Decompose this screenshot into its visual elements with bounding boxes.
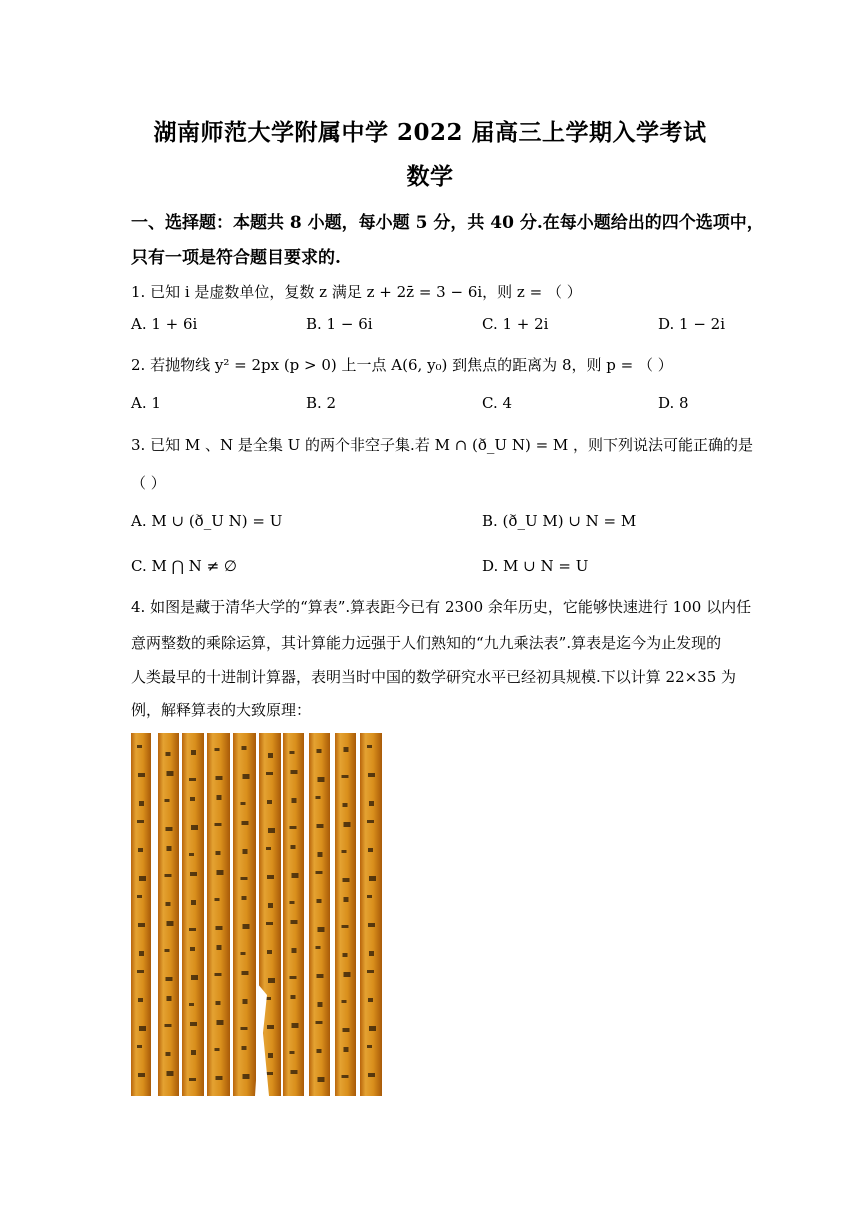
ink-mark [268, 978, 275, 983]
ink-mark [191, 1050, 196, 1055]
ink-mark [138, 1073, 145, 1077]
q3-option-a: A. M ∪ (ð_U N) = U [131, 512, 283, 530]
document-title: 湖南师范大学附属中学 2022 届高三上学期入学考试 [153, 119, 707, 146]
ink-mark [369, 1026, 376, 1031]
ink-mark [266, 847, 271, 850]
ink-mark [291, 920, 298, 924]
q1-option-a: A. 1 + 6i [131, 315, 198, 333]
ink-mark [368, 773, 375, 777]
ink-mark [316, 1021, 323, 1024]
ink-mark [167, 1071, 174, 1076]
bamboo-slip [207, 733, 230, 1096]
q3-option-b: B. (ð_U M) ∪ N = M [482, 512, 637, 530]
bamboo-slip [309, 733, 330, 1096]
bamboo-slips-image [131, 733, 382, 1096]
ink-mark [137, 895, 142, 898]
ink-mark [292, 948, 297, 953]
ink-mark [190, 872, 197, 876]
ink-mark [167, 846, 172, 851]
ink-mark [267, 1025, 274, 1029]
ink-mark [242, 971, 249, 975]
ink-mark [190, 1022, 197, 1026]
ink-mark [165, 799, 170, 802]
ink-mark [139, 951, 144, 956]
ink-mark [367, 970, 374, 973]
ink-mark [342, 1000, 347, 1003]
ink-mark [215, 823, 222, 826]
ink-mark [268, 1053, 273, 1058]
ink-mark [342, 1075, 349, 1078]
ink-mark [267, 800, 272, 804]
ink-mark [290, 976, 297, 979]
ink-mark [342, 925, 349, 928]
ink-mark [367, 820, 374, 823]
ink-mark [138, 998, 143, 1002]
ink-mark [368, 923, 375, 927]
ink-mark [190, 947, 195, 951]
ink-mark [344, 822, 351, 827]
ink-mark [138, 848, 143, 852]
q4-line-3: 人类最早的十进制计算器，表明当时中国的数学研究水平已经初具规模.下以计算 22×35 为 [131, 668, 737, 686]
ink-mark [267, 875, 274, 879]
ink-mark [165, 874, 172, 877]
ink-mark [191, 975, 198, 980]
ink-mark [318, 777, 325, 782]
q1-option-c: C. 1 + 2i [482, 315, 549, 333]
ink-mark [190, 797, 195, 801]
ink-mark [189, 1003, 194, 1006]
ink-mark [217, 945, 222, 950]
ink-mark [266, 997, 271, 1000]
ink-mark [266, 1072, 273, 1075]
ink-mark [166, 1052, 171, 1056]
ink-mark [268, 903, 273, 908]
bamboo-slip [360, 733, 382, 1096]
ink-mark [369, 801, 374, 806]
ink-mark [316, 796, 321, 799]
ink-mark [139, 1026, 146, 1031]
ink-mark [217, 870, 224, 875]
ink-mark [216, 1001, 221, 1005]
q2-option-c: C. 4 [482, 394, 513, 412]
ink-mark [290, 1051, 295, 1054]
ink-mark [317, 749, 322, 753]
ink-mark [243, 774, 250, 779]
section-heading-line2: 只有一项是符合题目要求的. [131, 248, 341, 268]
bamboo-slip [233, 733, 256, 1096]
ink-mark [243, 849, 248, 854]
q3-stem: 3. 已知 M 、N 是全集 U 的两个非空子集.若 M ∩ (ð_U N) = M ，则下列说法可能正确的是 [131, 436, 754, 454]
ink-mark [215, 973, 222, 976]
ink-mark [138, 923, 145, 927]
ink-mark [215, 1048, 220, 1051]
ink-mark [368, 1073, 375, 1077]
q2-stem: 2. 若抛物线 y² = 2px (p > 0) 上一点 A(6, y₀) 到焦点的距离为 8，则 p = （ ） [131, 356, 673, 374]
ink-mark [316, 871, 323, 874]
ink-mark [367, 745, 372, 748]
ink-mark [266, 922, 273, 925]
ink-mark [369, 876, 376, 881]
ink-mark [343, 803, 348, 807]
q1-option-b: B. 1 − 6i [306, 315, 373, 333]
ink-mark [137, 970, 144, 973]
ink-mark [292, 798, 297, 803]
ink-mark [189, 853, 194, 856]
subject-title: 数学 [406, 163, 454, 190]
ink-mark [318, 1002, 323, 1007]
section-heading-line1: 一、选择题：本题共 8 小题，每小题 5 分，共 40 分.在每小题给出的四个选项中， [131, 213, 764, 233]
q3-option-c: C. M ⋂ N ≠ ∅ [131, 557, 237, 575]
ink-mark [243, 1074, 250, 1079]
ink-mark [292, 873, 299, 878]
bamboo-slip [131, 733, 151, 1096]
ink-mark [291, 770, 298, 774]
ink-mark [316, 946, 321, 949]
ink-mark [241, 1027, 248, 1030]
ink-mark [369, 951, 374, 956]
ink-mark [291, 845, 296, 849]
q2-option-d: D. 8 [658, 394, 689, 412]
ink-mark [242, 1046, 247, 1050]
ink-mark [266, 772, 273, 775]
ink-mark [344, 897, 349, 902]
ink-mark [290, 826, 297, 829]
ink-mark [189, 778, 196, 781]
bamboo-slip [335, 733, 356, 1096]
ink-mark [165, 949, 170, 952]
ink-mark [317, 824, 324, 828]
q3-stem-continued: （ ） [131, 474, 166, 492]
ink-mark [317, 899, 322, 903]
ink-mark [241, 877, 248, 880]
ink-mark [215, 898, 220, 901]
ink-mark [165, 1024, 172, 1027]
ink-mark [242, 746, 247, 750]
ink-mark [216, 926, 223, 930]
ink-mark [243, 999, 248, 1004]
ink-mark [166, 902, 171, 906]
q4-line-2: 意两整数的乘除运算，其计算能力远强于人们熟知的“九九乘法表”.算表是迄今为止发现的 [131, 634, 722, 652]
ink-mark [139, 876, 146, 881]
ink-mark [243, 924, 250, 929]
ink-mark [216, 776, 223, 780]
q2-option-a: A. 1 [131, 394, 161, 412]
ink-mark [191, 750, 196, 755]
ink-mark [367, 1045, 372, 1048]
ink-mark [137, 1045, 142, 1048]
ink-mark [292, 1023, 299, 1028]
slip-group [131, 733, 382, 1096]
ink-mark [318, 927, 325, 932]
bamboo-slip [182, 733, 204, 1096]
ink-mark [268, 828, 275, 833]
ink-mark [342, 775, 349, 778]
ink-mark [242, 821, 249, 825]
ink-mark [191, 900, 196, 905]
ink-mark [166, 977, 173, 981]
ink-mark [138, 773, 145, 777]
ink-mark [290, 751, 295, 754]
q3-option-d: D. M ∪ N = U [482, 557, 589, 575]
ink-mark [166, 752, 171, 756]
q1-stem: 1. 已知 i 是虚数单位，复数 z 满足 z + 2z̄ = 3 − 6i，则 z = （ ） [131, 283, 582, 301]
ink-mark [167, 996, 172, 1001]
q1-option-d: D. 1 − 2i [658, 315, 726, 333]
ink-mark [342, 850, 347, 853]
ink-mark [242, 896, 247, 900]
ink-mark [367, 895, 372, 898]
ink-mark [267, 950, 272, 954]
ink-mark [343, 1028, 350, 1032]
ink-mark [317, 1049, 322, 1053]
bamboo-slip [283, 733, 304, 1096]
ink-mark [215, 748, 220, 751]
ink-mark [217, 795, 222, 800]
ink-mark [139, 801, 144, 806]
q4-line-1: 4. 如图是藏于清华大学的“算表”.算表距今已有 2300 余年历史，它能够快速进行 100 以内任 [131, 598, 752, 616]
ink-mark [291, 995, 296, 999]
ink-mark [291, 1070, 298, 1074]
ink-mark [191, 825, 198, 830]
ink-mark [268, 753, 273, 758]
ink-mark [216, 851, 221, 855]
ink-mark [343, 953, 348, 957]
ink-mark [318, 1077, 325, 1082]
ink-mark [368, 848, 373, 852]
ink-mark [217, 1020, 224, 1025]
ink-mark [344, 972, 351, 977]
bamboo-slip [158, 733, 179, 1096]
ink-mark [344, 747, 349, 752]
ink-mark [368, 998, 373, 1002]
ink-mark [189, 928, 196, 931]
ink-mark [318, 852, 323, 857]
ink-mark [216, 1076, 223, 1080]
ink-mark [167, 921, 174, 926]
q4-line-4: 例，解释算表的大致原理： [131, 701, 312, 719]
ink-mark [343, 878, 350, 882]
ink-mark [167, 771, 174, 776]
q2-option-b: B. 2 [306, 394, 337, 412]
ink-mark [241, 952, 246, 955]
ink-mark [137, 745, 142, 748]
ink-mark [344, 1047, 349, 1052]
ink-mark [317, 974, 324, 978]
ink-mark [137, 820, 144, 823]
ink-mark [241, 802, 246, 805]
ink-mark [290, 901, 295, 904]
ink-mark [166, 827, 173, 831]
ink-mark [189, 1078, 196, 1081]
